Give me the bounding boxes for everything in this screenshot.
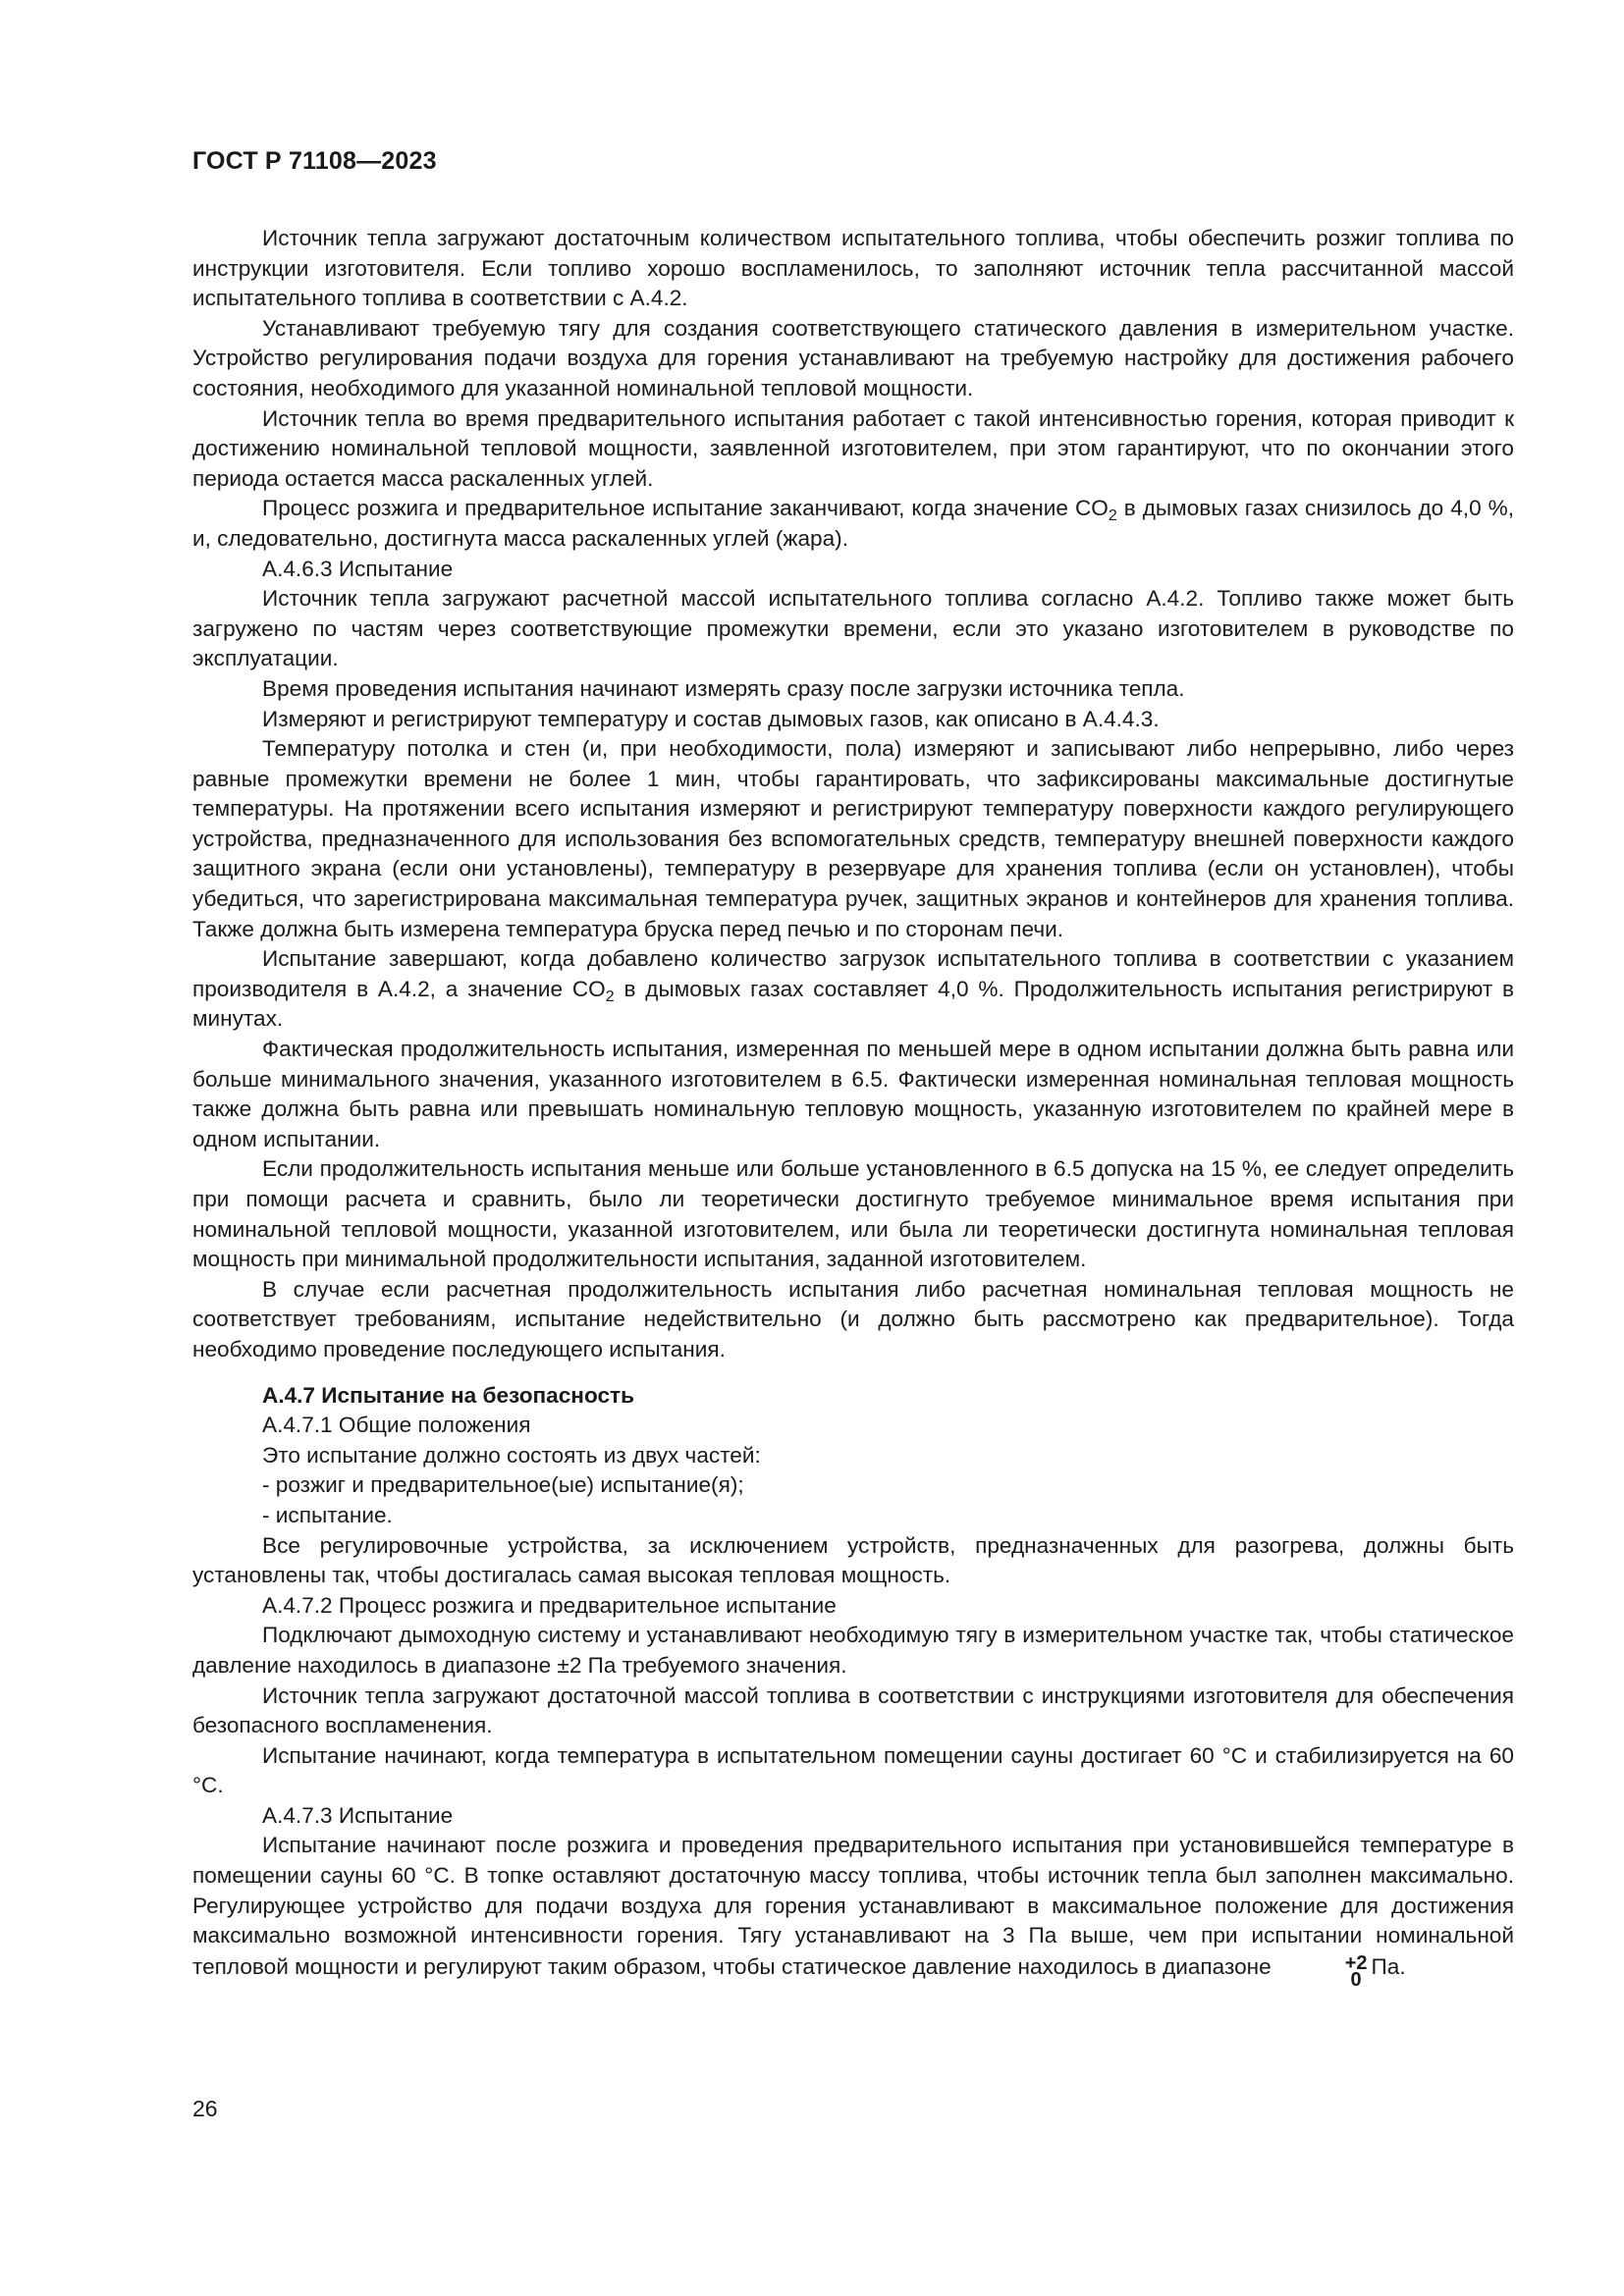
subscript: 2 — [1108, 507, 1117, 525]
paragraph: Испытание начинают, когда температура в испытательном помещении сауны достигает 60 °С и стабилизируется на 60 °С. — [192, 1742, 1514, 1798]
paragraph: Это испытание должно состоять из двух частей: — [262, 1442, 761, 1468]
subsection-heading: А.4.7.1 Общие положения — [262, 1413, 531, 1438]
paragraph: Устанавливают требуемую тягу для создания соответствующего статического давления в измерительном участке. Устройство регулирования подачи воздуха для горения устанавливают на требуемую настройку для достижения рабочего состояния, необходимого для указанной номинальной тепловой мощности. — [192, 315, 1514, 400]
subsection-heading: А.4.7.3 Испытание — [262, 1802, 454, 1828]
list-item: - розжиг и предварительное(ые) испытание(я); — [262, 1472, 744, 1498]
paragraph-text: Испытание завершают, когда добавлено количество загрузок испытательного топлива в соответствии с указанием производителя в А.4.2, а значение CO — [192, 946, 1514, 1001]
tolerance-upper: +2 — [1344, 1951, 1368, 1974]
paragraph: Подключают дымоходную систему и устанавливают необходимую тягу в измерительном участке так, чтобы статическое давление находилось в диапазоне ±2 Па требуемого значения. — [192, 1623, 1514, 1678]
paragraph — [192, 944, 1514, 1035]
paragraph — [192, 494, 1514, 554]
paragraph: Источник тепла загружают достаточным количеством испытательного топлива, чтобы обеспечить розжиг топлива по инструкции изготовителя. Если топливо хорошо воспламенилось, то заполняют источник тепла рассчитанной массой испытательного топлива в соответствии с А.4.2. — [192, 226, 1514, 311]
paragraph: Фактическая продолжительность испытания, измеренная по меньшей мере в одном испытании должна быть равна или больше минимального значения, указанного изготовителем в 6.5. Фактически измеренная номинальная тепловая мощность также должна быть равна или превышать номинальную тепловую мощность, указанную изготовителем по крайней мере в одном испытании. — [192, 1037, 1514, 1151]
paragraph-text: в дымовых газах снизилось до 4,0 %, и, следовательно, достигнута масса раскаленных углей (жара). — [192, 496, 1514, 551]
list-item: - испытание. — [262, 1502, 393, 1527]
paragraph: Все регулировочные устройства, за исключением устройств, предназначенных для разогрева, должны быть установлены так, чтобы достигалась самая высокая тепловая мощность. — [192, 1532, 1514, 1588]
paragraph: Температуру потолка и стен (и, при необходимости, пола) измеряют и записывают либо непрерывно, либо через равные промежутки времени не более 1 мин, чтобы гарантировать, что зафиксированы максимальные достигнутые температуры. На протяжении всего испытания измеряют и регистрируют температуру поверхности каждого регулирующего устройства, предназначенного для использования без вспомогательных средств, температуру внешней поверхности каждого защитного экрана (если они установлены), температуру в резервуаре для хранения топлива (если он установлен), чтобы убедиться, что зарегистрирована максимальная температура ручек, защитных экранов и контейнеров для хранения топлива. Также должна быть измерена температура бруска перед печью и по сторонам печи. — [192, 736, 1514, 941]
tolerance-lower: 0 — [1350, 1968, 1362, 1991]
paragraph: Источник тепла загружают достаточной массой топлива в соответствии с инструкциями изготовителя для обеспечения безопасного воспламенения. — [192, 1682, 1514, 1738]
paragraph-text: Процесс розжига и предварительное испытание заканчивают, когда значение CO — [262, 496, 1109, 521]
paragraph-text: Па. — [1371, 1953, 1406, 1979]
paragraph-text: Испытание начинают после розжига и проведения предварительного испытания при установившейся температуре в помещении сауны 60 °С. В топке оставляют достаточную массу топлива, чтобы источник тепла был заполнен максимально. Регулирующее устройство для подачи воздуха для горения устанавливают в максимальное положение для достижения максимально возможной интенсивности горения. Тягу устанавливают на 3 Па выше, чем при испытании номинальной тепловой мощности и регулируют таким образом, чтобы статическое давление находилось в диапазоне — [192, 1833, 1514, 1979]
subsection-heading: А.4.7.2 Процесс розжига и предварительное испытание — [262, 1592, 837, 1618]
subsection-heading: А.4.6.3 Испытание — [262, 556, 454, 581]
subscript: 2 — [605, 988, 615, 1005]
paragraph: В случае если расчетная продолжительность испытания либо расчетная номинальная тепловая мощность не соответствует требованиям, испытание недействительно (и должно быть рассмотрено как предварительное). Тогда необходимо проведение последующего испытания. — [192, 1276, 1514, 1362]
paragraph: Измеряют и регистрируют температуру и состав дымовых газов, как описано в А.4.4.3. — [262, 706, 1160, 731]
document-body — [192, 224, 1514, 1991]
tolerance-notation — [1275, 1951, 1368, 1991]
paragraph: Источник тепла загружают расчетной массой испытательного топлива согласно А.4.2. Топливо также может быть загружено по частям через соответствующие промежутки времени, если это указано изготовителем в руководстве по эксплуатации. — [192, 586, 1514, 671]
paragraph: Источник тепла во время предварительного испытания работает с такой интенсивностью горения, которая приводит к достижению номинальной тепловой мощности, заявленной изготовителем, при этом гарантируют, что по окончании этого периода остается масса раскаленных углей. — [192, 405, 1514, 491]
paragraph-text: в дымовых газах составляет 4,0 %. Продолжительность испытания регистрируют в минутах. — [192, 976, 1514, 1032]
page-number: 26 — [192, 2096, 218, 2121]
paragraph: Если продолжительность испытания меньше или больше установленного в 6.5 допуска на 15 %, ее следует определить при помощи расчета и сравнить, было ли теоретически достигнуто требуемое минимальное время испытания при номинальной тепловой мощности, указанной изготовителем, или была ли теоретически достигнута номинальная тепловая мощность при минимальной продолжительности испытания, заданной изготовителем. — [192, 1156, 1514, 1272]
paragraph — [192, 1831, 1514, 1991]
paragraph: Время проведения испытания начинают измерять сразу после загрузки источника тепла. — [262, 675, 1185, 701]
section-heading: А.4.7 Испытание на безопасность — [262, 1382, 634, 1408]
document-header-title: ГОСТ Р 71108—2023 — [192, 147, 437, 175]
